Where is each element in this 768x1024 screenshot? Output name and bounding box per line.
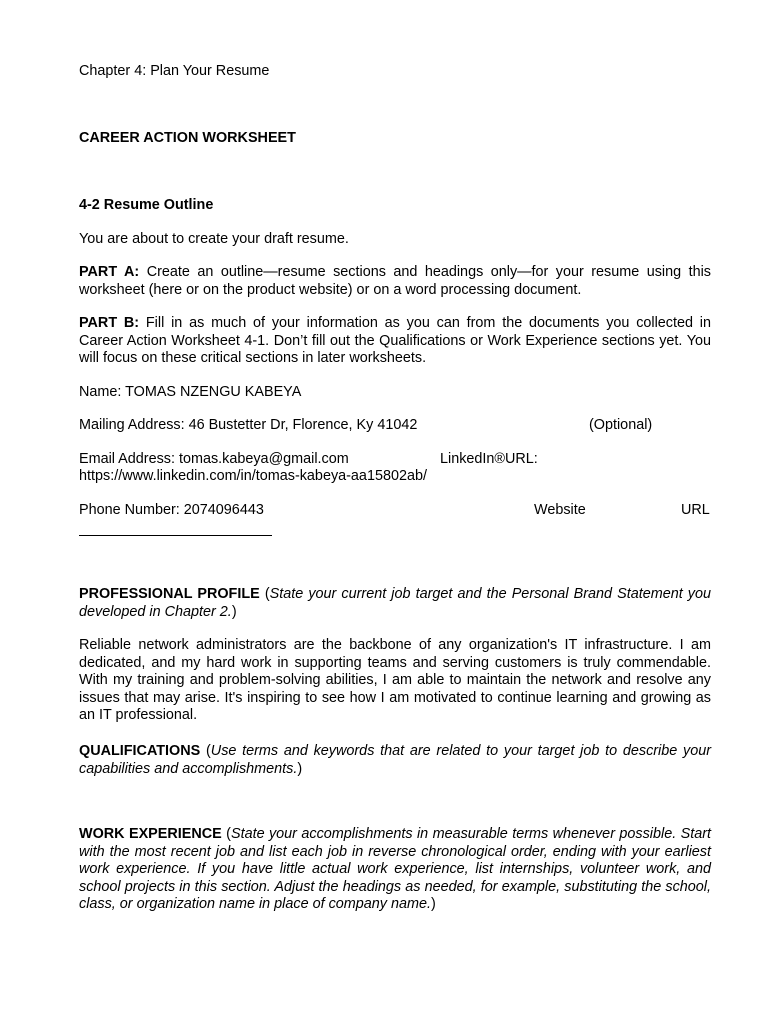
qualifications-instruction: Use terms and keywords that are related to your target job to describe your capabilities and accomplishments. bbox=[79, 743, 712, 777]
qualifications-paragraph bbox=[79, 743, 711, 778]
work-experience-heading: WORK EXPERIENCE bbox=[79, 826, 222, 842]
chapter-title: Chapter 4: Plan Your Resume bbox=[79, 63, 270, 79]
section-title: 4-2 Resume Outline bbox=[79, 197, 214, 213]
contact-phone: Phone Number: 2074096443 bbox=[79, 502, 264, 518]
professional-profile-body: Reliable network administrators are the backbone of any organization's IT infrastructure. I am dedicated, and my hard work in supporting teams and serving customers is truly commendable. With my training and problem-solving abilities, I am able to maintain the network and resolve any issues that may arise. It's inspiring to see how I am motivated to continue learning and growing as an IT professional. bbox=[79, 637, 711, 723]
part-a-text: Create an outline—resume sections and headings only—for your resume using this worksheet (here or on the product website) or on a word processing document. bbox=[79, 264, 711, 298]
intro-text: You are about to create your draft resume. bbox=[79, 231, 349, 247]
professional-profile-close-paren: ) bbox=[231, 603, 237, 620]
part-a-label: PART A: bbox=[79, 264, 140, 280]
contact-email: Email Address: tomas.kabeya@gmail.com bbox=[79, 451, 349, 467]
part-b-paragraph bbox=[79, 315, 711, 368]
part-b-label: PART B: bbox=[79, 315, 140, 331]
contact-linkedin-label: LinkedIn®URL: bbox=[440, 451, 538, 467]
qualifications-open-paren: ( bbox=[200, 743, 211, 759]
professional-profile-open-paren: ( bbox=[259, 586, 270, 602]
professional-profile-instruction: State your current job target and the Personal Brand Statement you developed in Chapter 2. bbox=[79, 586, 711, 620]
qualifications-heading: QUALIFICATIONS bbox=[79, 743, 201, 759]
work-experience-paragraph bbox=[79, 826, 711, 914]
contact-website-label: Website bbox=[534, 502, 586, 518]
work-experience-close-paren: ) bbox=[430, 896, 436, 912]
worksheet-title: CAREER ACTION WORKSHEET bbox=[79, 130, 296, 146]
part-b-text: Fill in as much of your information as you can from the documents you collected in Career Action Worksheet 4-1. Don’t fill out the Qualifications or Work Experience sections yet. You will focus on these critical sections in later worksheets. bbox=[79, 315, 711, 366]
work-experience-open-paren: ( bbox=[221, 826, 231, 842]
contact-optional-note: (Optional) bbox=[589, 417, 653, 433]
blank-underline bbox=[79, 535, 272, 536]
work-experience-instruction: State your accomplishments in measurable terms whenever possible. Start with the most recent job and list each job in reverse chronological order, ending with your earliest work experience. If you have little actual work experience, list internships, volunteer work, and school projects in this section. Adjust the headings as needed, for example, substituting the school, class, or organization name in place of company name. bbox=[79, 826, 711, 912]
qualifications-close-paren: ) bbox=[297, 760, 303, 777]
professional-profile-heading: PROFESSIONAL PROFILE bbox=[79, 586, 260, 602]
contact-url-label: URL bbox=[681, 502, 710, 518]
part-a-paragraph bbox=[79, 264, 711, 299]
professional-profile-heading-paragraph bbox=[79, 586, 711, 621]
contact-linkedin-url: https://www.linkedin.com/in/tomas-kabeya-aa15802ab/ bbox=[79, 468, 427, 484]
contact-name: Name: TOMAS NZENGU KABEYA bbox=[79, 384, 302, 400]
contact-mailing-address: Mailing Address: 46 Bustetter Dr, Florence, Ky 41042 bbox=[79, 417, 418, 433]
